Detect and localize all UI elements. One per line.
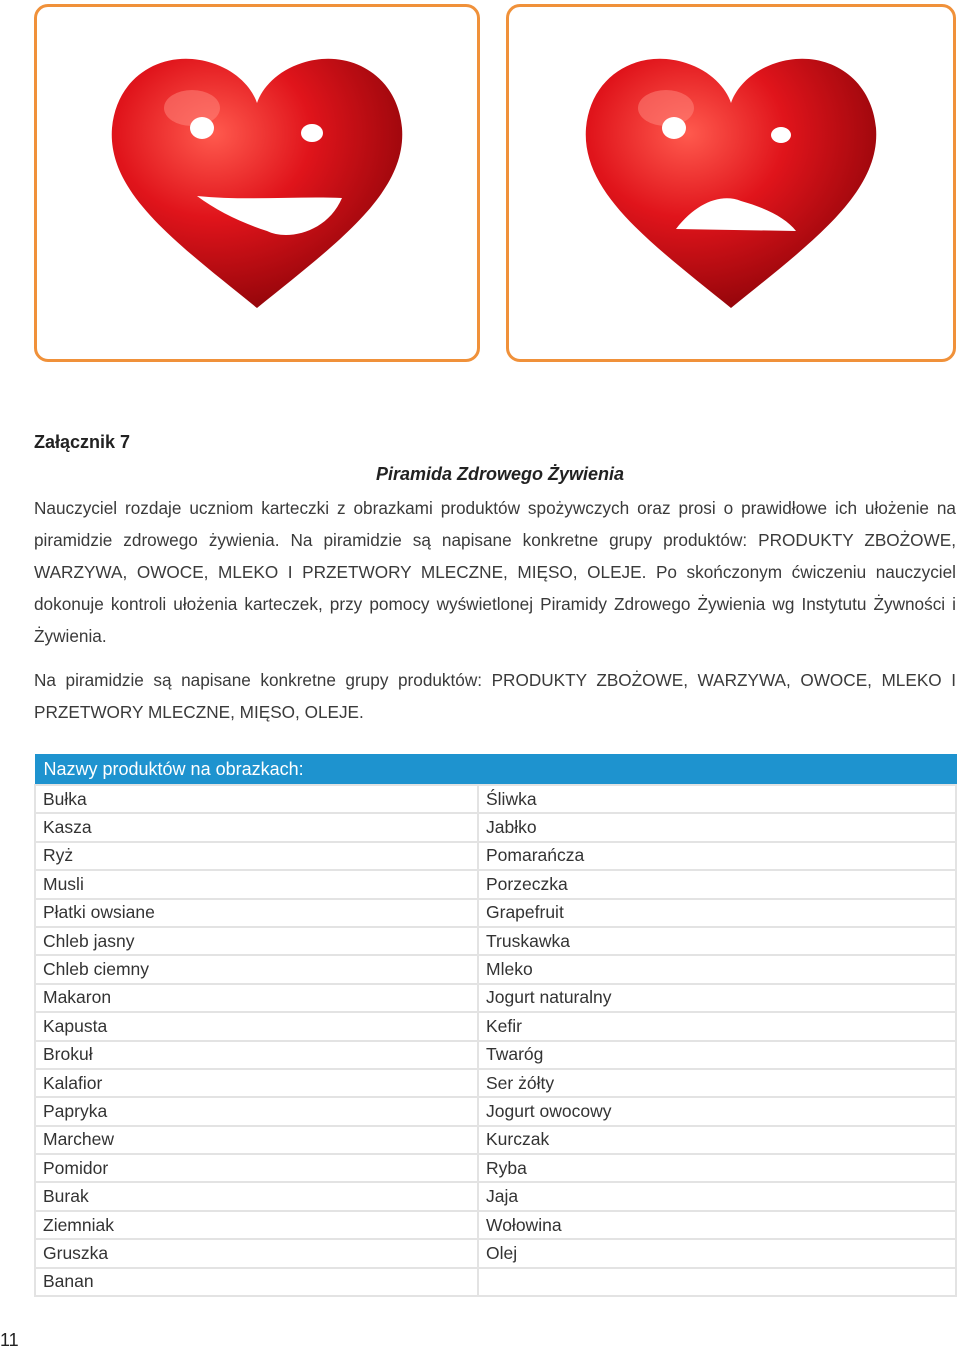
table-cell-right: Ser żółty (478, 1069, 956, 1097)
table-row (35, 1126, 956, 1154)
table-row (35, 1154, 956, 1182)
table-cell-left: Kasza (35, 813, 478, 841)
table-row (35, 984, 956, 1012)
table-cell-left: Gruszka (35, 1239, 478, 1267)
table-cell-left: Chleb jasny (35, 927, 478, 955)
table-cell-right: Twaróg (478, 1041, 956, 1069)
table-cell-right (478, 1268, 956, 1296)
table-cell-right: Jaja (478, 1182, 956, 1210)
sad-heart-icon (581, 53, 881, 313)
table-cell-left: Ziemniak (35, 1211, 478, 1239)
table-cell-left: Pomidor (35, 1154, 478, 1182)
table-cell-right: Wołowina (478, 1211, 956, 1239)
page-number: 11 (0, 1330, 19, 1350)
table-cell-left: Kapusta (35, 1012, 478, 1040)
table-cell-right: Jogurt naturalny (478, 984, 956, 1012)
table-row (35, 813, 956, 841)
table-row (35, 785, 956, 813)
table-row (35, 1069, 956, 1097)
attachment-label: Załącznik 7 (34, 432, 131, 452)
table-cell-right: Jogurt owocowy (478, 1097, 956, 1125)
table-cell-right: Olej (478, 1239, 956, 1267)
table-row (35, 1182, 956, 1210)
table-cell-right: Pomarańcza (478, 842, 956, 870)
table-row (35, 870, 956, 898)
table-row (35, 1239, 956, 1267)
table-cell-right: Śliwka (478, 785, 956, 813)
table-row (35, 899, 956, 927)
table-row (35, 1012, 956, 1040)
table-cell-right: Grapefruit (478, 899, 956, 927)
happy-heart-card (34, 4, 480, 362)
table-row (35, 1041, 956, 1069)
table-cell-left: Burak (35, 1182, 478, 1210)
table-cell-right: Mleko (478, 955, 956, 983)
table-cell-right: Kurczak (478, 1126, 956, 1154)
table-header-row (35, 755, 956, 786)
table-body (35, 785, 956, 1296)
table-cell-left: Kalafior (35, 1069, 478, 1097)
instruction-paragraph: Nauczyciel rozdaje uczniom karteczki z obrazkami produktów spożywczych oraz prosi o prawidłowe ich ułożenie na piramidzie zdrowego żywienia. Na piramidzie są napisane konkretne grupy produktów: PRODUKTY ZBOŻOWE, WARZYWA, OWOCE, MLEKO I PRZETWORY MLECZNE, MIĘSO, OLEJE. Po skończonym ćwiczeniu nauczyciel dokonuje kontroli ułożenia karteczek, przy pomocy wyświetlonej Piramidy Zdrowego Żywienia wg Instytutu Żywności i Żywienia. (34, 498, 956, 646)
table-cell-left: Brokuł (35, 1041, 478, 1069)
table-cell-left: Banan (35, 1268, 478, 1296)
table-cell-left: Bułka (35, 785, 478, 813)
table-cell-right: Ryba (478, 1154, 956, 1182)
section-subtitle: Piramida Zdrowego Żywienia (375, 464, 625, 484)
product-names-table (34, 754, 957, 1297)
table-row (35, 927, 956, 955)
table-row (35, 842, 956, 870)
table-header: Nazwy produktów na obrazkach: (35, 755, 956, 786)
sad-heart-card (506, 4, 956, 362)
table-row (35, 1211, 956, 1239)
table-row (35, 1097, 956, 1125)
table-cell-left: Płatki owsiane (35, 899, 478, 927)
table-cell-left: Papryka (35, 1097, 478, 1125)
table-cell-left: Marchew (35, 1126, 478, 1154)
table-cell-left: Musli (35, 870, 478, 898)
table-row (35, 1268, 956, 1296)
table-cell-left: Chleb ciemny (35, 955, 478, 983)
table-row (35, 955, 956, 983)
table-cell-right: Porzeczka (478, 870, 956, 898)
table-cell-left: Ryż (35, 842, 478, 870)
groups-paragraph: Na piramidzie są napisane konkretne grupy produktów: PRODUKTY ZBOŻOWE, WARZYWA, OWOCE, MLEKO I PRZETWORY MLECZNE, MIĘSO, OLEJE. (34, 670, 956, 722)
table-cell-left: Makaron (35, 984, 478, 1012)
table-cell-right: Truskawka (478, 927, 956, 955)
table-cell-right: Kefir (478, 1012, 956, 1040)
table-cell-right: Jabłko (478, 813, 956, 841)
happy-heart-icon (107, 53, 407, 313)
